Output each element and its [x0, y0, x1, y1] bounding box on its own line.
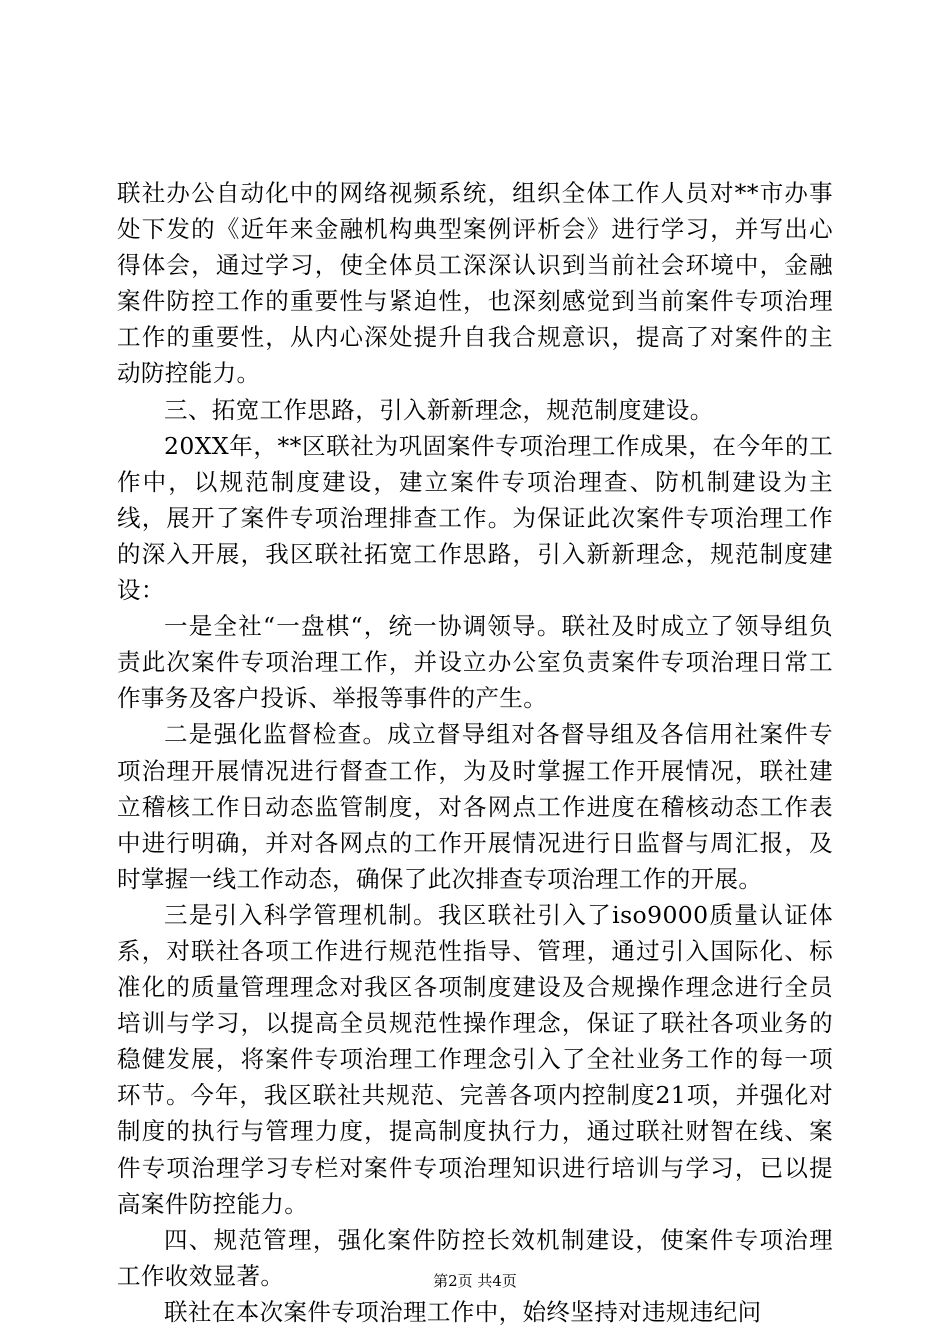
- document-body: [117, 175, 833, 1330]
- paragraph-section-3-intro: 20XX年，**区联社为巩固案件专项治理工作成果，在今年的工作中，以规范制度建设，建立案件专项治理查、防机制建设为主线，展开了案件专项治理排查工作。为保证此次案件专项治理工作的深入开展，我区联社拓宽工作思路，引入新新理念，规范制度建设：: [117, 431, 833, 605]
- paragraph-point-3: 三是引入科学管理机制。我区联社引入了iso9000质量认证体系，对联社各项工作进行规范性指导、管理，通过引入国际化、标准化的质量管理理念对我区各项制度建设及合规操作理念进行全员培训与学习，以提高全员规范性操作理念，保证了联社各项业务的稳健发展，将案件专项治理工作理念引入了全社业务工作的每一项环节。今年，我区联社共规范、完善各项内控制度21项，并强化对制度的执行与管理力度，提高制度执行力，通过联社财智在线、案件专项治理学习专栏对案件专项治理知识进行培训与学习，已以提高案件防控能力。: [117, 900, 833, 1218]
- paragraph-point-1: 一是全社“一盘棋“，统一协调领导。联社及时成立了领导组负责此次案件专项治理工作，并设立办公室负责案件专项治理日常工作事务及客户投诉、举报等事件的产生。: [117, 612, 833, 713]
- paragraph-point-2: 二是强化监督检查。成立督导组对各督导组及各信用社案件专项治理开展情况进行督查工作，为及时掌握工作开展情况，联社建立稽核工作日动态监管制度，对各网点工作进度在稽核动态工作表中进行明确，并对各网点的工作开展情况进行日监督与周汇报，及时掌握一线工作动态，确保了此次排查专项治理工作的开展。: [117, 720, 833, 893]
- page-footer: 第2页 共4页: [433, 1272, 517, 1290]
- paragraph-section-4-start: 联社在本次案件专项治理工作中，始终坚持对违规违纪问: [164, 1297, 762, 1326]
- paragraph-continuation: 联社办公自动化中的网络视频系统，组织全体工作人员对**市办事处下发的《近年来金融机构典型案例评析会》进行学习，并写出心得体会，通过学习，使全体员工深深认识到当前社会环境中，金融案件防控工作的重要性与紧迫性，也深刻感觉到当前案件专项治理工作的重要性，从内心深处提升自我合规意识，提高了对案件的主动防控能力。: [117, 179, 833, 388]
- section-heading-4: 四、规范管理，强化案件防控长效机制建设，使案件专项治理工作收效显著。: [117, 1225, 833, 1290]
- section-heading-3: 三、拓宽工作思路，引入新新理念，规范制度建设。: [164, 395, 714, 424]
